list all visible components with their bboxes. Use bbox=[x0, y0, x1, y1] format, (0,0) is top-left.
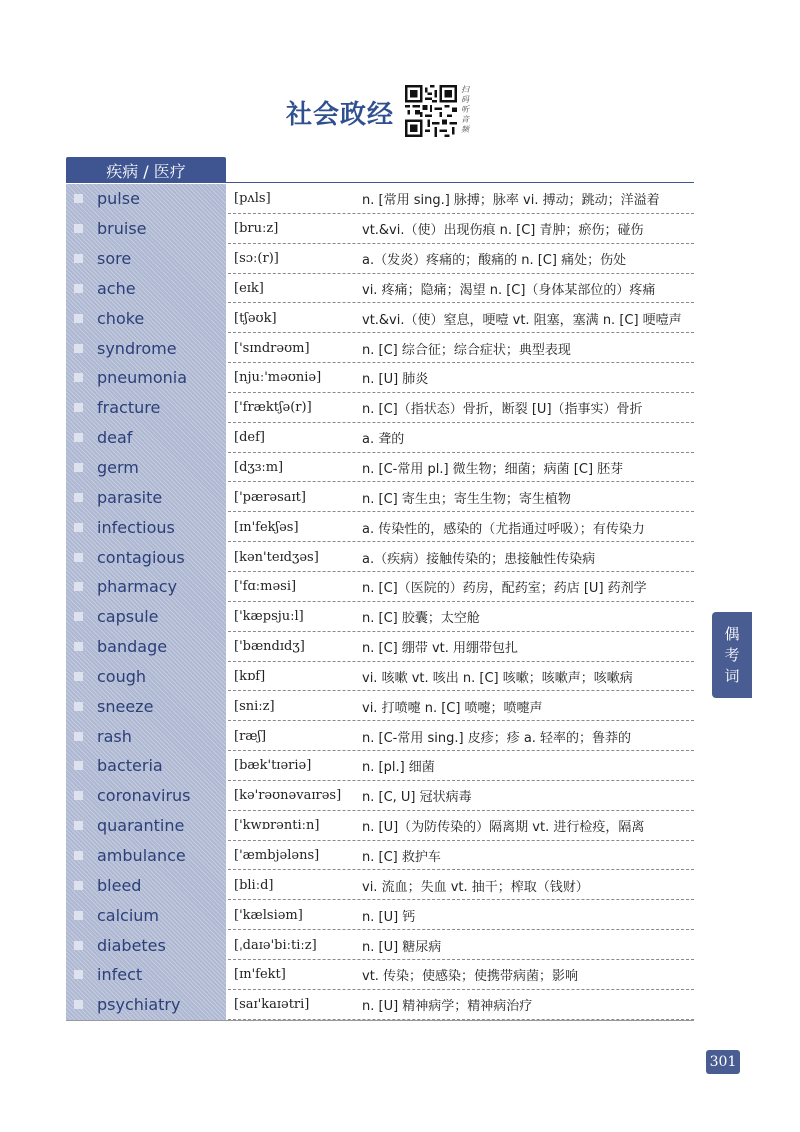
list-item bbox=[66, 721, 694, 751]
vocab-definition: a.（发炎）疼痛的；酸痛的 n. [C] 痛处；伤处 bbox=[362, 253, 627, 269]
vocab-phonetic: ['fræktʃə(r)] bbox=[234, 400, 312, 416]
square-bullet-icon bbox=[74, 791, 83, 800]
vocab-definition: a. 聋的 bbox=[362, 432, 405, 448]
vocab-phonetic: [kən'teɪdʒəs] bbox=[234, 549, 319, 565]
vocab-word: parasite bbox=[97, 487, 163, 507]
vocab-definition: n. [C]（指状态）骨折，断裂 [U]（指事实）骨折 bbox=[362, 402, 643, 418]
list-item bbox=[66, 572, 694, 602]
list-item bbox=[66, 930, 694, 960]
vocab-word: germ bbox=[97, 458, 139, 478]
vocab-word: capsule bbox=[97, 607, 159, 627]
vocab-phonetic: ['kæpsjuːl] bbox=[234, 609, 304, 625]
vocab-definition: n. [U] 钙 bbox=[362, 909, 416, 925]
list-item bbox=[66, 990, 694, 1020]
list-item bbox=[66, 632, 694, 662]
list-item bbox=[66, 900, 694, 930]
vocab-word: choke bbox=[97, 308, 145, 328]
vocab-definition: vi. 流血；失血 vt. 抽干；榨取（钱财） bbox=[362, 879, 589, 895]
vocab-phonetic: ['sɪndrəʊm] bbox=[234, 340, 310, 356]
vocab-phonetic: [njuː'məʊniə] bbox=[234, 370, 322, 386]
bottom-divider bbox=[66, 1020, 694, 1021]
vocab-phonetic: [saɪ'kaɪətri] bbox=[234, 997, 310, 1013]
square-bullet-icon bbox=[74, 970, 83, 979]
vocab-word: bleed bbox=[97, 875, 142, 895]
vocab-definition: a.（疾病）接触传染的；患接触性传染病 bbox=[362, 551, 596, 567]
list-item bbox=[66, 512, 694, 542]
square-bullet-icon bbox=[74, 672, 83, 681]
square-bullet-icon bbox=[74, 224, 83, 233]
square-bullet-icon bbox=[74, 553, 83, 562]
vocab-phonetic: [eɪk] bbox=[234, 280, 264, 296]
list-item bbox=[66, 453, 694, 483]
vocabulary-list bbox=[66, 184, 694, 1020]
square-bullet-icon bbox=[74, 493, 83, 502]
vocab-word: coronavirus bbox=[97, 786, 191, 806]
vocab-phonetic: ['æmbjələns] bbox=[234, 847, 320, 863]
vocab-word: diabetes bbox=[97, 935, 166, 955]
vocab-phonetic: [bæk'tɪəriə] bbox=[234, 758, 312, 774]
vocab-phonetic: [ræʃ] bbox=[234, 728, 267, 744]
vocab-word: bacteria bbox=[97, 756, 163, 776]
list-item bbox=[66, 363, 694, 393]
vocab-definition: vt. 传染；使感染；使携带病菌；影响 bbox=[362, 969, 579, 985]
square-bullet-icon bbox=[74, 523, 83, 532]
list-item bbox=[66, 482, 694, 512]
vocab-definition: a. 传染性的，感染的（尤指通过呼吸）；有传染力 bbox=[362, 521, 645, 537]
square-bullet-icon bbox=[74, 851, 83, 860]
list-item bbox=[66, 542, 694, 572]
vocab-definition: vi. 打喷嚏 n. [C] 喷嚏；喷嚏声 bbox=[362, 700, 543, 716]
vocab-definition: n. [C] 综合征；综合症状；典型表现 bbox=[362, 342, 571, 358]
vocab-phonetic: ['fɑːməsi] bbox=[234, 579, 297, 595]
vocab-word: bruise bbox=[97, 219, 147, 239]
list-item bbox=[66, 423, 694, 453]
vocab-definition: vt.&vi.（使）出现伤痕 n. [C] 青肿；瘀伤；碰伤 bbox=[362, 223, 644, 239]
vocab-phonetic: [sɔː(r)] bbox=[234, 251, 279, 267]
vocab-word: ache bbox=[97, 278, 136, 298]
list-item bbox=[66, 781, 694, 811]
list-item bbox=[66, 811, 694, 841]
square-bullet-icon bbox=[74, 732, 83, 741]
list-item bbox=[66, 274, 694, 304]
vocab-definition: vi. 咳嗽 vt. 咳出 n. [C] 咳嗽；咳嗽声；咳嗽病 bbox=[362, 670, 633, 686]
square-bullet-icon bbox=[74, 403, 83, 412]
vocab-word: psychiatry bbox=[97, 995, 181, 1015]
square-bullet-icon bbox=[74, 941, 83, 950]
vocab-phonetic: ['kælsiəm] bbox=[234, 907, 303, 923]
square-bullet-icon bbox=[74, 284, 83, 293]
vocab-definition: n. [常用 sing.] 脉搏；脉率 vi. 搏动；跳动；洋溢着 bbox=[362, 193, 660, 209]
square-bullet-icon bbox=[74, 881, 83, 890]
list-item bbox=[66, 214, 694, 244]
side-tab-frequent-words[interactable] bbox=[712, 612, 752, 698]
vocab-word: syndrome bbox=[97, 338, 177, 358]
qr-caption: 扫码听音频 bbox=[461, 85, 469, 134]
side-tab-char: 考 bbox=[724, 645, 740, 664]
vocab-phonetic: [def] bbox=[234, 430, 265, 446]
vocab-definition: n. [C-常用 sing.] 皮疹；疹 a. 轻率的；鲁莽的 bbox=[362, 730, 632, 746]
square-bullet-icon bbox=[74, 582, 83, 591]
vocab-phonetic: [tʃəʊk] bbox=[234, 310, 277, 326]
square-bullet-icon bbox=[74, 821, 83, 830]
list-item bbox=[66, 393, 694, 423]
list-item bbox=[66, 841, 694, 871]
vocab-definition: n. [U]（为防传染的）隔离期 vt. 进行检疫，隔离 bbox=[362, 820, 645, 836]
list-item bbox=[66, 751, 694, 781]
list-item bbox=[66, 870, 694, 900]
vocab-definition: n. [C]（医院的）药房，配药室；药店 [U] 药剂学 bbox=[362, 581, 647, 597]
square-bullet-icon bbox=[74, 1000, 83, 1009]
vocab-phonetic: [kə'rəʊnəvaɪrəs] bbox=[234, 788, 342, 804]
vocab-word: calcium bbox=[97, 905, 160, 925]
list-item bbox=[66, 333, 694, 363]
square-bullet-icon bbox=[74, 344, 83, 353]
square-bullet-icon bbox=[74, 254, 83, 263]
vocab-definition: n. [C] 救护车 bbox=[362, 849, 441, 865]
square-bullet-icon bbox=[74, 433, 83, 442]
vocab-phonetic: [kɒf] bbox=[234, 668, 266, 684]
page-title: 社会政经 bbox=[286, 100, 395, 130]
vocab-word: ambulance bbox=[97, 845, 186, 865]
vocab-word: infect bbox=[97, 965, 143, 985]
vocab-definition: n. [C] 胶囊；太空舱 bbox=[362, 611, 480, 627]
square-bullet-icon bbox=[74, 373, 83, 382]
vocab-definition: n. [C] 寄生虫；寄生生物；寄生植物 bbox=[362, 491, 571, 507]
vocab-phonetic: ['kwɒrəntiːn] bbox=[234, 818, 320, 834]
square-bullet-icon bbox=[74, 761, 83, 770]
vocab-definition: n. [C, U] 冠状病毒 bbox=[362, 790, 472, 806]
vocab-definition: vt.&vi.（使）窒息，哽噎 vt. 阻塞，塞满 n. [C] 哽噎声 bbox=[362, 312, 682, 328]
vocab-word: pneumonia bbox=[97, 368, 188, 388]
vocab-definition: n. [pl.] 细菌 bbox=[362, 760, 435, 776]
list-item bbox=[66, 662, 694, 692]
vocab-word: infectious bbox=[97, 517, 175, 537]
vocab-word: pharmacy bbox=[97, 577, 178, 597]
vocab-definition: n. [C-常用 pl.] 微生物；细菌；病菌 [C] 胚芽 bbox=[362, 462, 624, 478]
vocab-word: cough bbox=[97, 666, 147, 686]
vocab-word: sore bbox=[97, 249, 132, 269]
vocab-definition: vi. 疼痛；隐痛；渴望 n. [C]（身体某部位的）疼痛 bbox=[362, 282, 656, 298]
vocab-word: fracture bbox=[97, 398, 161, 418]
section-label: 疾病 / 医疗 bbox=[66, 157, 226, 183]
list-item bbox=[66, 244, 694, 274]
vocab-definition: n. [U] 糖尿病 bbox=[362, 939, 442, 955]
section-divider bbox=[66, 182, 694, 183]
square-bullet-icon bbox=[74, 911, 83, 920]
vocab-phonetic: [ɪn'fekʃəs] bbox=[234, 519, 299, 535]
vocab-phonetic: ['pærəsaɪt] bbox=[234, 489, 306, 505]
vocab-word: pulse bbox=[97, 189, 140, 209]
vocab-definition: n. [C] 绷带 vt. 用绷带包扎 bbox=[362, 641, 519, 657]
square-bullet-icon bbox=[74, 314, 83, 323]
square-bullet-icon bbox=[74, 463, 83, 472]
vocab-word: bandage bbox=[97, 637, 168, 657]
list-item bbox=[66, 960, 694, 990]
vocab-phonetic: [pʌls] bbox=[234, 191, 271, 207]
square-bullet-icon bbox=[74, 194, 83, 203]
vocab-definition: n. [U] 精神病学；精神病治疗 bbox=[362, 999, 533, 1015]
square-bullet-icon bbox=[74, 612, 83, 621]
vocab-word: sneeze bbox=[97, 696, 154, 716]
vocab-phonetic: [sniːz] bbox=[234, 698, 275, 714]
vocab-phonetic: [ˌdaɪə'biːtiːz] bbox=[234, 937, 317, 953]
vocab-phonetic: [ɪn'fekt] bbox=[234, 967, 286, 983]
qr-code-icon[interactable] bbox=[405, 85, 457, 137]
vocab-phonetic: [bruːz] bbox=[234, 221, 279, 237]
list-item bbox=[66, 691, 694, 721]
vocab-phonetic: [dʒɜːm] bbox=[234, 460, 284, 476]
list-item bbox=[66, 602, 694, 632]
vocab-word: deaf bbox=[97, 428, 133, 448]
vocab-word: quarantine bbox=[97, 816, 185, 836]
vocab-word: rash bbox=[97, 726, 132, 746]
square-bullet-icon bbox=[74, 702, 83, 711]
vocab-word: contagious bbox=[97, 547, 185, 567]
list-item bbox=[66, 303, 694, 333]
vocab-phonetic: ['bændɪdʒ] bbox=[234, 639, 305, 655]
list-item bbox=[66, 184, 694, 214]
side-tab-char: 词 bbox=[724, 666, 740, 685]
square-bullet-icon bbox=[74, 642, 83, 651]
vocab-phonetic: [bliːd] bbox=[234, 877, 274, 893]
page-number: 301 bbox=[706, 1050, 740, 1074]
side-tab-char: 偶 bbox=[724, 624, 740, 643]
vocab-definition: n. [U] 肺炎 bbox=[362, 372, 429, 388]
